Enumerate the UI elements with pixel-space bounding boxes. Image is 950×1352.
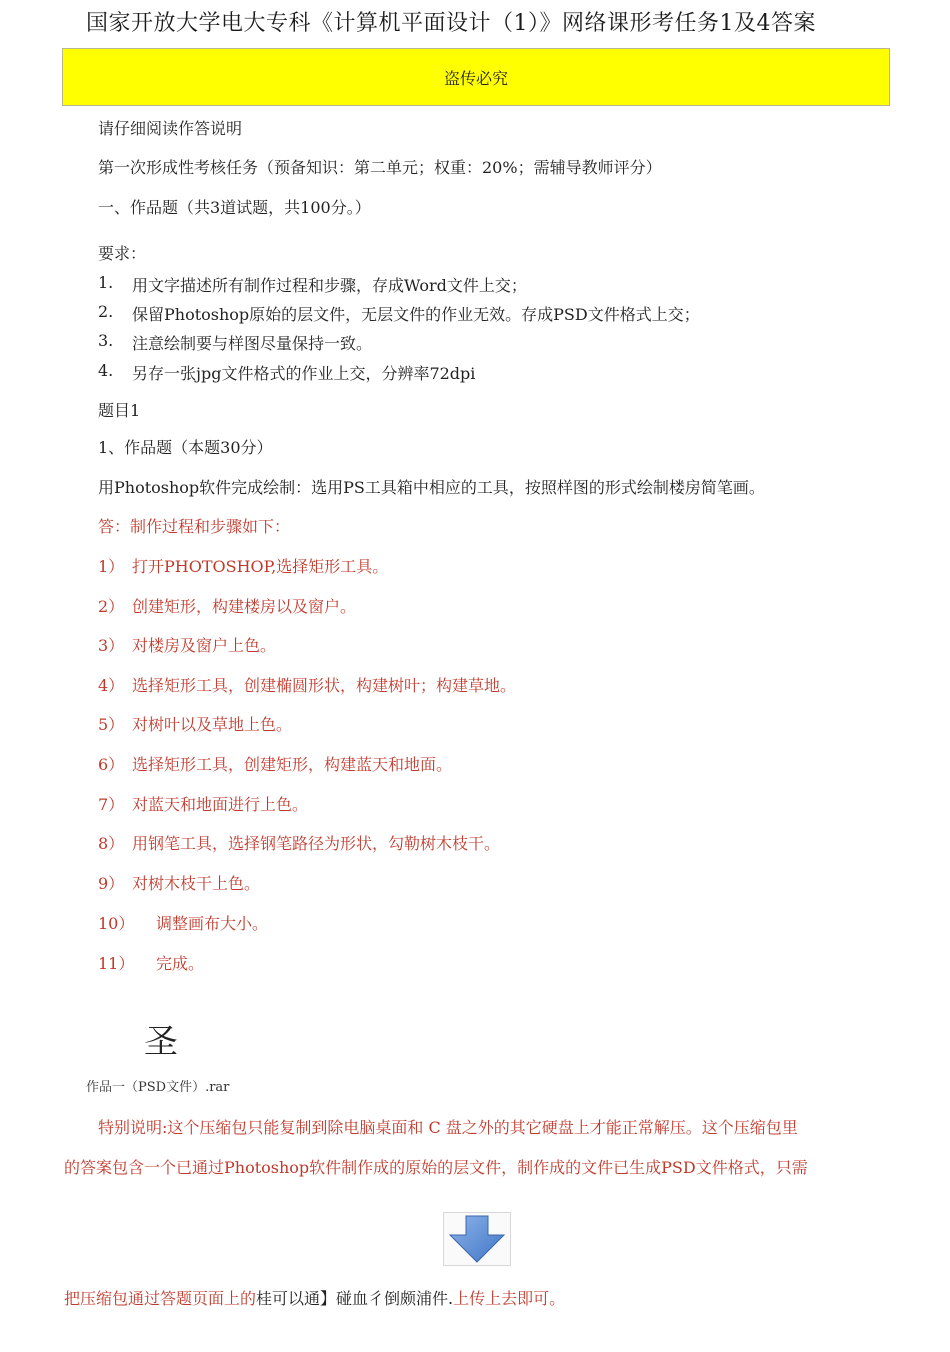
- answer-step: 6） 选择矩形工具，创建矩形，构建蓝天和地面。: [98, 755, 453, 774]
- requirement-item: 2. 保留Photoshop原始的层文件，无层文件的作业无效。存成PSD文件格式上交；: [98, 302, 700, 324]
- note-last-line: [64, 1286, 565, 1309]
- note-last-part-2: 桂可以通】碰血彳倒颇浦件.: [256, 1289, 454, 1308]
- requirement-item: 4. 另存一张jpg文件格式的作业上交，分辨率72dpi: [98, 361, 476, 383]
- question-label: 题目1: [98, 401, 141, 420]
- task-line: 第一次形成性考核任务（预备知识：第二单元；权重：20%；需辅导教师评分）: [98, 158, 662, 177]
- copyright-banner: [62, 48, 890, 106]
- answer-step: 11） 完成。: [98, 954, 205, 973]
- answer-intro: 答：制作过程和步骤如下：: [98, 517, 291, 536]
- answer-step: 4） 选择矩形工具，创建椭圆形状，构建树叶；构建草地。: [98, 676, 517, 695]
- note-last-part-1: 把压缩包通过答题页面上的: [64, 1289, 257, 1308]
- question-body: 用Photoshop软件完成绘制：选用PS工具箱中相应的工具，按照样图的形式绘制楼房简笔画。: [98, 478, 765, 497]
- answer-step: 8） 用钢笔工具，选择钢笔路径为形状，勾勒树木枝干。: [98, 834, 501, 853]
- document-title: 国家开放大学电大专科《计算机平面设计（1）》网络课形考任务1及4答案: [86, 11, 816, 36]
- section-heading: 一、作品题（共3道试题，共100分。）: [98, 198, 371, 217]
- requirement-item: 1. 用文字描述所有制作过程和步骤，存成Word文件上交；: [98, 273, 527, 295]
- note-line-2: 的答案包含一个已通过Photoshop软件制作成的原始的层文件，制作成的文件已生成PSD文件格式，只需: [64, 1158, 808, 1177]
- note-last-part-3: 上传上去即可。: [453, 1289, 566, 1308]
- attachment-filename[interactable]: 作品一（PSD文件）.rar: [86, 1080, 230, 1095]
- answer-step: 10） 调整画布大小。: [98, 914, 269, 933]
- answer-step: 5） 对树叶以及草地上色。: [98, 715, 293, 734]
- banner-text: 盗传必究: [443, 68, 508, 88]
- answer-step: 9） 对树木枝干上色。: [98, 874, 261, 893]
- requirement-item: 3. 注意绘制要与样图尽量保持一致。: [98, 331, 373, 353]
- download-arrow-button[interactable]: [443, 1212, 511, 1266]
- attachment-glyph[interactable]: 圣: [144, 1022, 178, 1062]
- answer-step: 7） 对蓝天和地面进行上色。: [98, 795, 309, 814]
- answer-step: 2） 创建矩形，构建楼房以及窗户。: [98, 597, 357, 616]
- note-line-1: 特别说明:这个压缩包只能复制到除电脑桌面和 C 盘之外的其它硬盘上才能正常解压。这个压缩包里: [98, 1118, 798, 1137]
- read-notice: 请仔细阅读作答说明: [98, 119, 243, 138]
- answer-step: 3） 对楼房及窗户上色。: [98, 636, 277, 655]
- question-heading: 1、作品题（本题30分）: [98, 438, 273, 457]
- down-arrow-icon: [444, 1213, 510, 1265]
- requirements-label: 要求：: [98, 244, 147, 263]
- answer-step: 1） 打开PHOTOSHOP,选择矩形工具。: [98, 557, 389, 576]
